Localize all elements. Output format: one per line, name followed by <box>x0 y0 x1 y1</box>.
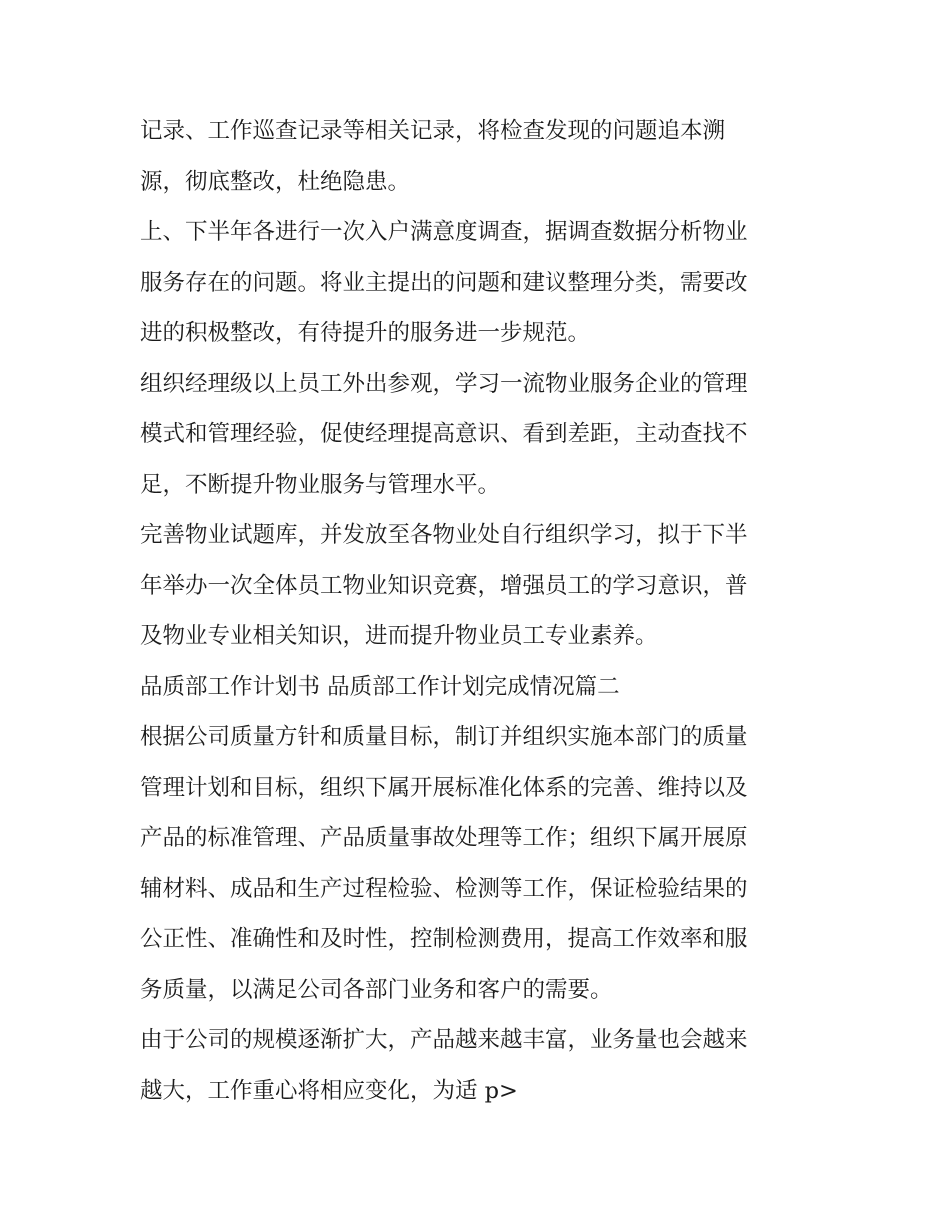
text-line: 足，不断提升物业服务与管理水平。 <box>140 471 501 498</box>
document-body <box>140 106 820 1116</box>
text-line: 服务存在的问题。将业主提出的问题和建议整理分类，需要改 <box>140 269 748 296</box>
text-line: 管理计划和目标，组织下属开展标准化体系的完善、维持以及 <box>140 774 748 801</box>
text-line: 上、下半年各进行一次入户满意度调查，据调查数据分析物业 <box>140 219 748 245</box>
text-line: 完善物业试题库，并发放至各物业处自行组织学习，拟于下半 <box>140 522 748 548</box>
text-line: 模式和管理经验，促使经理提高意识、看到差距，主动查找不 <box>140 421 748 447</box>
text-line: 产品的标准管理、产品质量事故处理等工作；组织下属开展原 <box>140 825 748 851</box>
text-line: 公正性、准确性和及时性，控制检测费用，提高工作效率和服 <box>140 926 748 952</box>
text-line: 根据公司质量方针和质量目标，制订并组织实施本部门的质量 <box>140 724 748 750</box>
text-line: 进的积极整改，有待提升的服务进一步规范。 <box>140 320 591 346</box>
text-line: 务质量，以满足公司各部门业务和客户的需要。 <box>140 976 613 1003</box>
text-line: 由于公司的规模逐渐扩大，产品越来越丰富，业务量也会越来 <box>140 1027 748 1053</box>
text-line: 年举办一次全体员工物业知识竞赛，增强员工的学习意识，普 <box>140 572 748 599</box>
section-heading: 品质部工作计划书 品质部工作计划完成情况篇二 <box>140 673 620 700</box>
text-line: 越大，工作重心将相应变化，为适 p> <box>140 1077 518 1104</box>
text-line: 记录、工作巡查记录等相关记录，将检查发现的问题追本溯 <box>140 118 726 144</box>
text-line: 辅材料、成品和生产过程检验、检测等工作，保证检验结果的 <box>140 875 748 902</box>
text-line: 及物业专业相关知识，进而提升物业员工专业素养。 <box>140 623 658 649</box>
text-line: 组织经理级以上员工外出参观，学习一流物业服务企业的管理 <box>140 370 748 397</box>
text-line: 源，彻底整改，杜绝隐患。 <box>140 168 411 195</box>
